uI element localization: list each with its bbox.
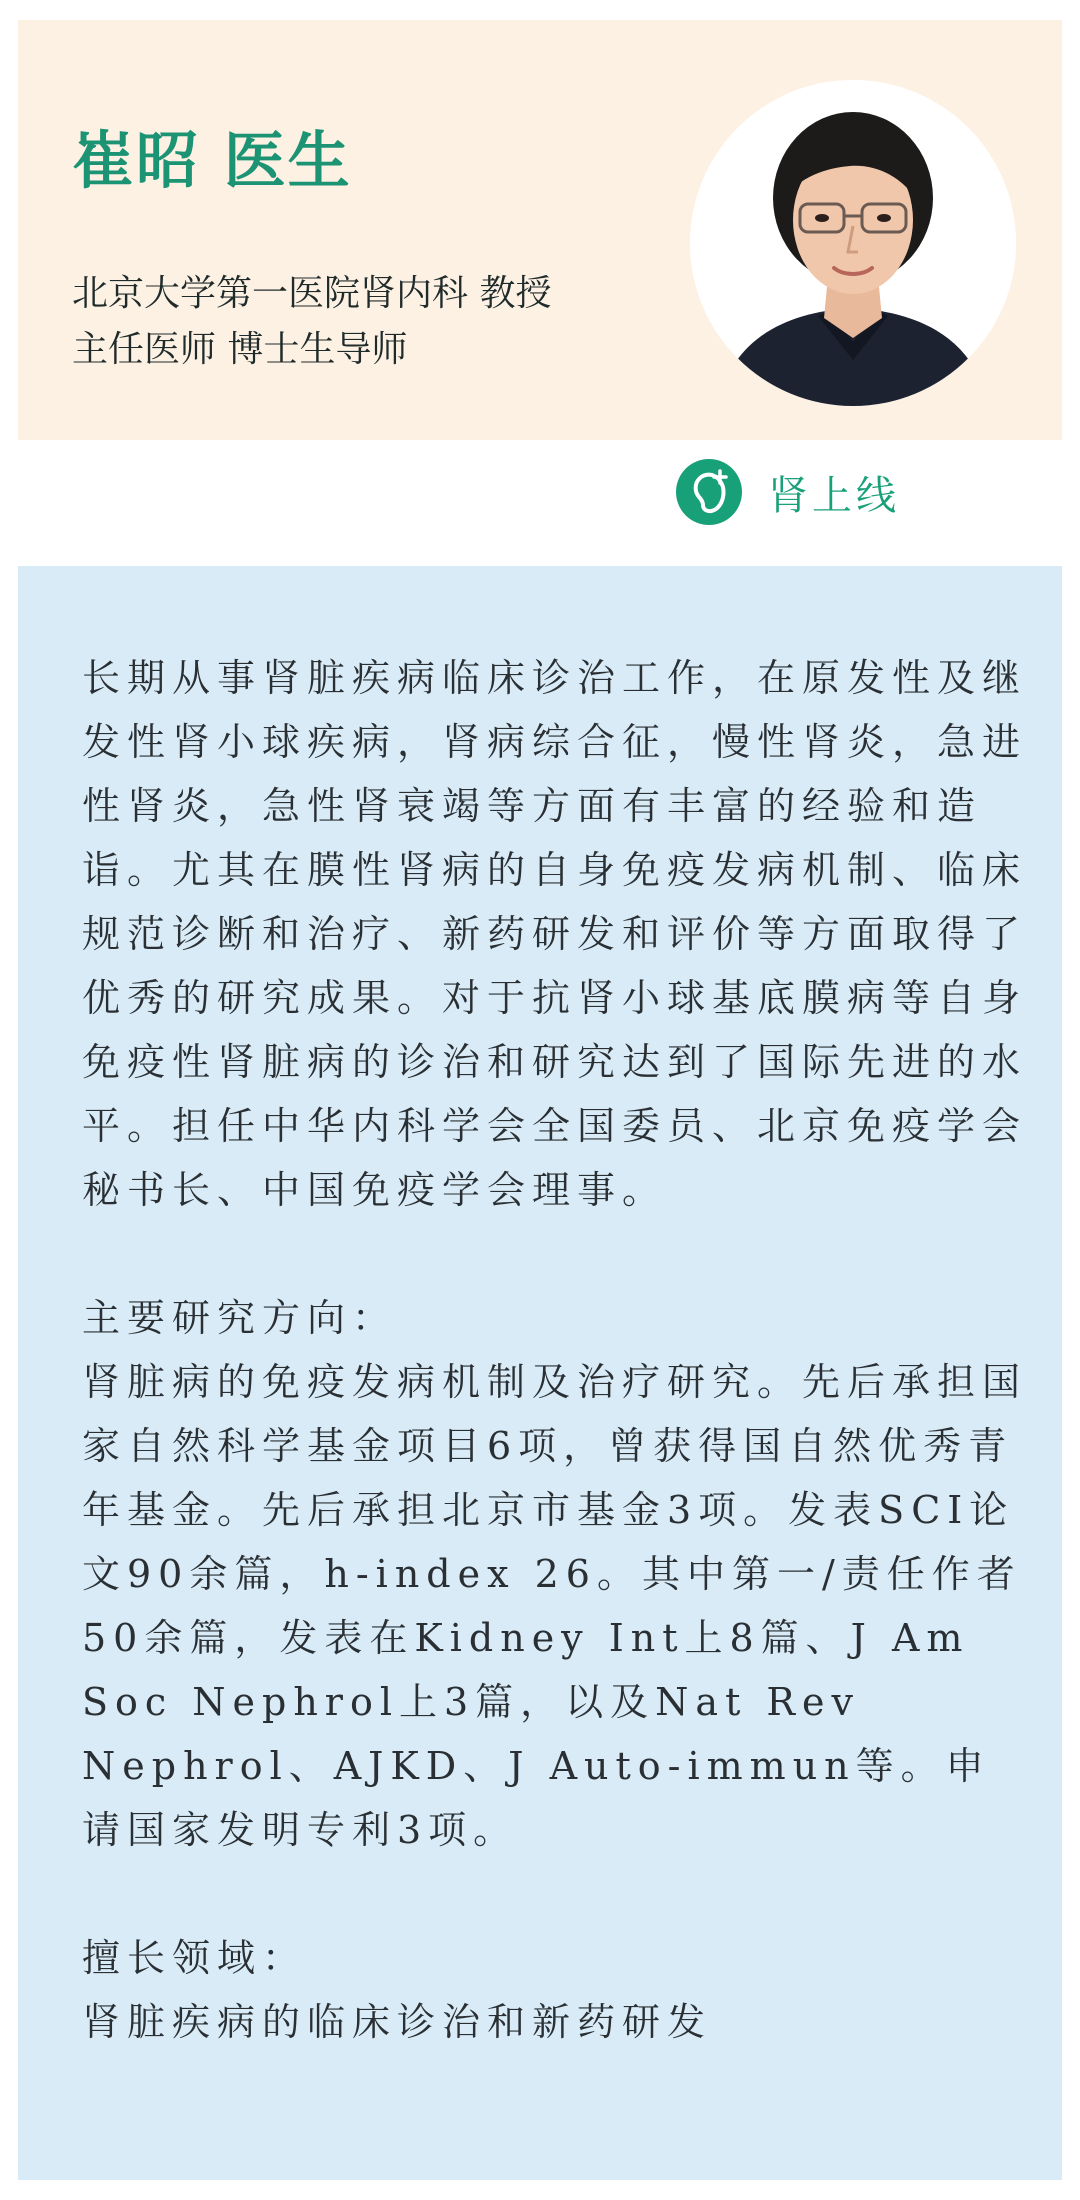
expertise-heading: 擅长领域： [82,1936,308,1980]
doctor-header-card [18,20,1062,440]
paragraph-spacer [82,1222,1030,1286]
brand-name: 肾上线 [768,472,900,519]
bio-intro: 长期从事肾脏疾病临床诊治工作，在原发性及继发性肾小球疾病，肾病综合征，慢性肾炎，急进性肾炎，急性肾衰竭等方面有丰富的经验和造诣。尤其在膜性肾病的自身免疫发病机制、临床规范诊断和治疗、新药研发和评价等方面取得了优秀的研究成果。对于抗肾小球基底膜病等自身免疫性肾脏病的诊治和研究达到了国际先进的水平。担任中华内科学会全国委员、北京免疫学会秘书长、中国免疫学会理事。 [82,656,1028,1212]
brand [676,457,900,527]
doctor-portrait [690,80,1016,406]
research-text: 肾脏病的免疫发病机制及治疗研究。先后承担国家自然科学基金项目6项，曾获得国自然优秀青年基金。先后承担北京市基金3项。发表SCI论文90余篇，h-index 26。其中第一/责任作者50余篇，发表在Kidney Int上8篇、J Am Soc Nephrol上3篇，以及Nat Rev Nephrol、AJKD、J Auto-immun等。申请国家发明专利3项。 [82,1360,1028,1852]
kidney-logo-icon [676,459,742,525]
doctor-title-line-2: 主任医师 博士生导师 [72,329,408,370]
doctor-portrait-image [690,80,1016,406]
doctor-title-line-1: 北京大学第一医院肾内科 教授 [72,273,552,314]
bio-content [82,646,1030,2054]
paragraph-spacer [82,1862,1030,1926]
doctor-titles [72,266,551,378]
doctor-bio-card [18,566,1062,2180]
research-heading: 主要研究方向： [82,1296,398,1340]
doctor-name: 崔昭 医生 [72,124,352,197]
expertise-text: 肾脏疾病的临床诊治和新药研发 [82,2000,713,2044]
